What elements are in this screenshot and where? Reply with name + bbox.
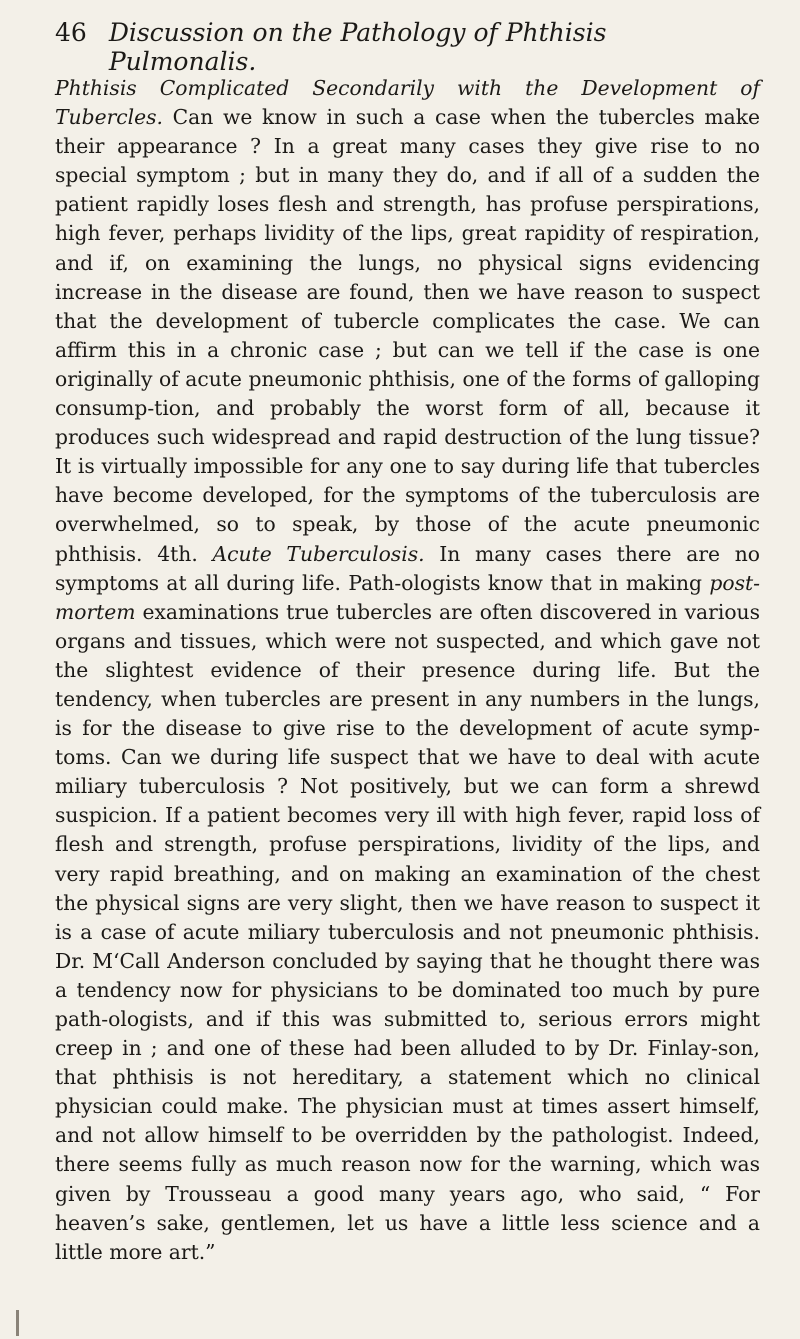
running-title: Discussion on the Pathology of Phthisis Pulmonalis. — [108, 18, 607, 76]
page-number: 46 — [55, 18, 87, 47]
paragraph-text-a: Can we know in such a case when the tubercles make their appearance ? In a great many cases they give rise to no special symptom ; but in many they do, and if all of a sudden the patient rapidly loses flesh and strength, has profuse perspirations, high fever, perhaps lividity of the lips, great rapidity of respiration, and if, on examining the lungs, no physical signs evidencing increase in the disease are found, then we have reason to suspect that the development of tubercle complicates the case. We can affirm this in a chronic case ; but can we tell if the case is one originally of acute pneumonic phthisis, one of the forms of galloping consump-tion, and probably the worst form of all, because it produces such widespread and rapid destruction of the lung tissue? It is virtually impossible for any one to say during life that tubercles have become developed, for the symptoms of the tuberculosis are overwhelmed, so to speak, by those of the acute pneumonic phthisis. 4th. — [55, 105, 760, 566]
paragraph-text-b: In many cases there are no symptoms at all during life. Path-ologists know that in making — [55, 541, 760, 595]
running-head — [55, 18, 760, 76]
page-edge-mark — [16, 1310, 19, 1336]
paragraph-text-c: examinations true tubercles are often discovered in various organs and tissues, which were not suspected, and which gave not the slightest evidence of their presence during life. But the tendency, when tubercles are present in any numbers in the lungs, is for the disease to give rise to the development of acute symp-toms. Can we during life suspect that we have to deal with acute miliary tuberculosis ? Not positively, but we can form a shrewd suspicion. If a patient becomes very ill with high fever, rapid loss of flesh and strength, profuse perspirations, lividity of the lips, and very rapid breathing, and on making an examination of the chest the physical signs are very slight, then we have reason to suspect it is a case of acute miliary tuberculosis and not pneumonic phthisis. Dr. M‘Call Anderson concluded by saying that he thought there was a tendency now for physicians to be dominated too much by pure path-ologists, and if this was submitted to, serious errors might creep in ; and one of these had been alluded to by Dr. Finlay-son, that phthisis is not hereditary, a statement which no clinical physician could make. The physician must at times assert himself, and not allow himself to be overridden by the pathologist. Indeed, there seems fully as much reason now for the warning, which was given by Trousseau a good many years ago, who said, “ For heaven’s sake, gentlemen, let us have a little less science and a little more art.” — [55, 599, 760, 1264]
body-text — [55, 74, 760, 1267]
section-heading: Phthisis Complicated Secondarily with the Development of Tubercles. — [55, 76, 760, 130]
section-subheading: Acute Tuberculosis. — [212, 541, 425, 566]
italic-term: post-mortem — [55, 570, 760, 624]
paragraph — [55, 74, 760, 1267]
